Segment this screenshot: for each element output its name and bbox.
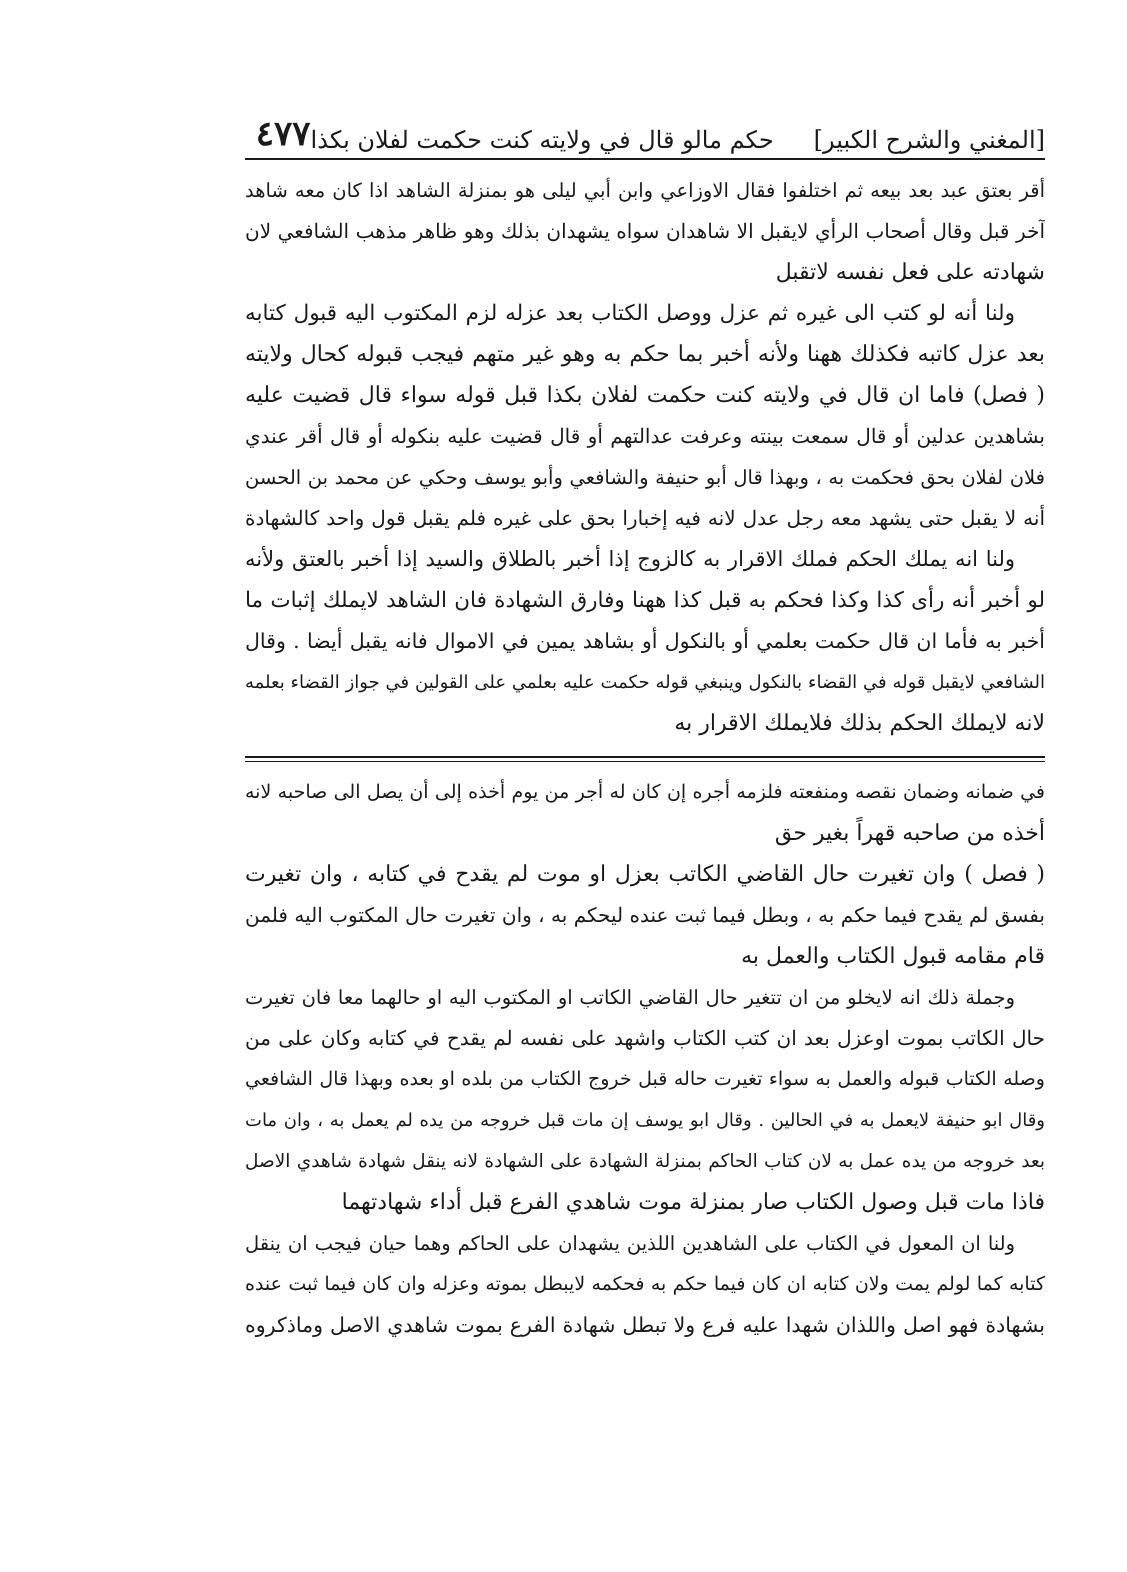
text-line: شهادته على فعل نفسه لاتقبل — [775, 260, 1045, 285]
text-line: ( فصل) فاما ان قال في ولايته كنت حكمت لفلان بكذا قبل قوله سواء قال قضيت عليه — [245, 383, 1045, 408]
text-line: بعد عزل كاتبه فكذلك ههنا ولأنه أخبر بما حكم به وهو غير متهم فيجب قبوله كحال ولايته — [245, 342, 1045, 367]
text-line: ولنا ان المعول في الكتاب على الشاهدين اللذين يشهدان على الحاكم وهما حيان فيجب ان ينقل — [245, 1232, 1015, 1255]
text-line: قام مقامه قبول الكتاب والعمل به — [741, 944, 1045, 969]
upper-text-block — [245, 170, 1045, 744]
text-line: بشهادة فهو اصل واللذان شهدا عليه فرع ولا تبطل شهادة الفرع بموت شاهدي الاصل وماذكروه — [245, 1313, 1045, 1337]
text-line: فلان لفلان بحق فحكمت به ، وبهذا قال أبو حنيفة والشافعي وأبو يوسف وحكي عن محمد بن الحسن — [245, 466, 1045, 489]
text-line: لانه لايملك الحكم بذلك فلايملك الاقرار به — [674, 711, 1045, 736]
text-line: ولنا انه يملك الحكم فملك الاقرار به كالزوج إذا أخبر بالطلاق والسيد إذا أخبر بالعتق ولأنه — [245, 547, 1015, 571]
text-line: الشافعي لايقبل قوله في القضاء بالنكول وينبغي قوله حكمت عليه بعلمي على القولين في جواز القضاء بعلمه — [245, 672, 1045, 693]
text-line: في ضمانه وضمان نقصه ومنفعته فلزمه أجره إن كان له أجر من يوم أخذه إلى أن يصل الى صاحبه لانه — [245, 781, 1045, 803]
text-line: آخر قبل وقال أصحاب الرأي لايقبل الا شاهدان سواه يشهدان بذلك وهو ظاهر مذهب الشافعي لان — [245, 219, 1045, 243]
text-line: ولنا أنه لو كتب الى غيره ثم عزل ووصل الكتاب بعد عزله لزم المكتوب اليه قبول كتابه — [245, 301, 1015, 326]
text-line: كتابه كما لولم يمت ولان كتابه ان كان فيما حكم به فحكمه لايبطل بموته وعزله وان كان فيما ثبت عنده — [245, 1273, 1045, 1295]
text-line: بعد خروجه من يده عمل به لان كتاب الحاكم بمنزلة الشهادة على الشهادة لانه ينقل شهادة شاهدي الاصل — [245, 1151, 1045, 1172]
page-number: ٤٧٧ — [255, 114, 311, 154]
text-line: أنه لا يقبل حتى يشهد معه رجل عدل لانه فيه إخبارا بحق على غيره فلم يقبل قول واحد كالشهادة — [245, 506, 1045, 530]
text-line: أخبر به فأما ان قال حكمت بعلمي أو بالنكول أو بشاهد يمين في الاموال فانه يقبل أيضا . وقال — [245, 629, 1045, 653]
text-line: ( فصل ) وان تغيرت حال القاضي الكاتب بعزل او موت لم يقدح في كتابه ، وان تغيرت — [245, 862, 1045, 887]
text-line: وجملة ذلك انه لايخلو من ان تتغير حال القاضي الكاتب او المكتوب اليه او حالهما معا فان تغيرت — [245, 986, 1015, 1009]
book-page — [245, 100, 1045, 1540]
text-line: بشاهدين عدلين أو قال سمعت بينته وعرفت عدالتهم أو قال قضيت عليه بنكوله أو قال أقر عندي — [245, 424, 1045, 448]
text-line: بفسق لم يقدح فيما حكم به ، وبطل فيما ثبت عنده ليحكم به ، وان تغيرت حال المكتوب اليه فلمن — [245, 903, 1045, 927]
text-line: أخذه من صاحبه قهراً بغير حق — [774, 821, 1045, 846]
lower-text-block — [245, 772, 1045, 1346]
text-line: وصله الكتاب قبوله والعمل به سواء تغيرت حاله قبل خروج الكتاب من بلده او بعده وبهذا قال الشافعي — [245, 1068, 1045, 1090]
book-title: [المغني والشرح الكبير] — [813, 126, 1045, 154]
section-divider — [245, 756, 1045, 762]
section-title: حكم مالو قال في ولايته كنت حكمت لفلان بكذا — [310, 126, 774, 154]
text-line: حال الكاتب بموت اوعزل بعد ان كتب الكتاب واشهد على نفسه لم يقدح في كتابه وكان على من — [245, 1026, 1045, 1050]
page-header — [245, 100, 1045, 160]
text-line: لو أخبر أنه رأى كذا وكذا فحكم به قبل كذا ههنا وفارق الشهادة فان الشاهد لايملك إثبات ما — [245, 588, 1045, 613]
text-line: وقال ابو حنيفة لايعمل به في الحالين . وقال ابو يوسف إن مات قبل خروجه من يده لم يعمل به ، وان مات — [245, 1110, 1045, 1131]
text-line: أقر بعتق عبد بعد بيعه ثم اختلفوا فقال الاوزاعي وابن أبي ليلى هو بمنزلة الشاهد اذا كان معه شاهد — [245, 179, 1045, 202]
text-line: فاذا مات قبل وصول الكتاب صار بمنزلة موت شاهدي الفرع قبل أداء شهادتهما — [341, 1190, 1045, 1215]
